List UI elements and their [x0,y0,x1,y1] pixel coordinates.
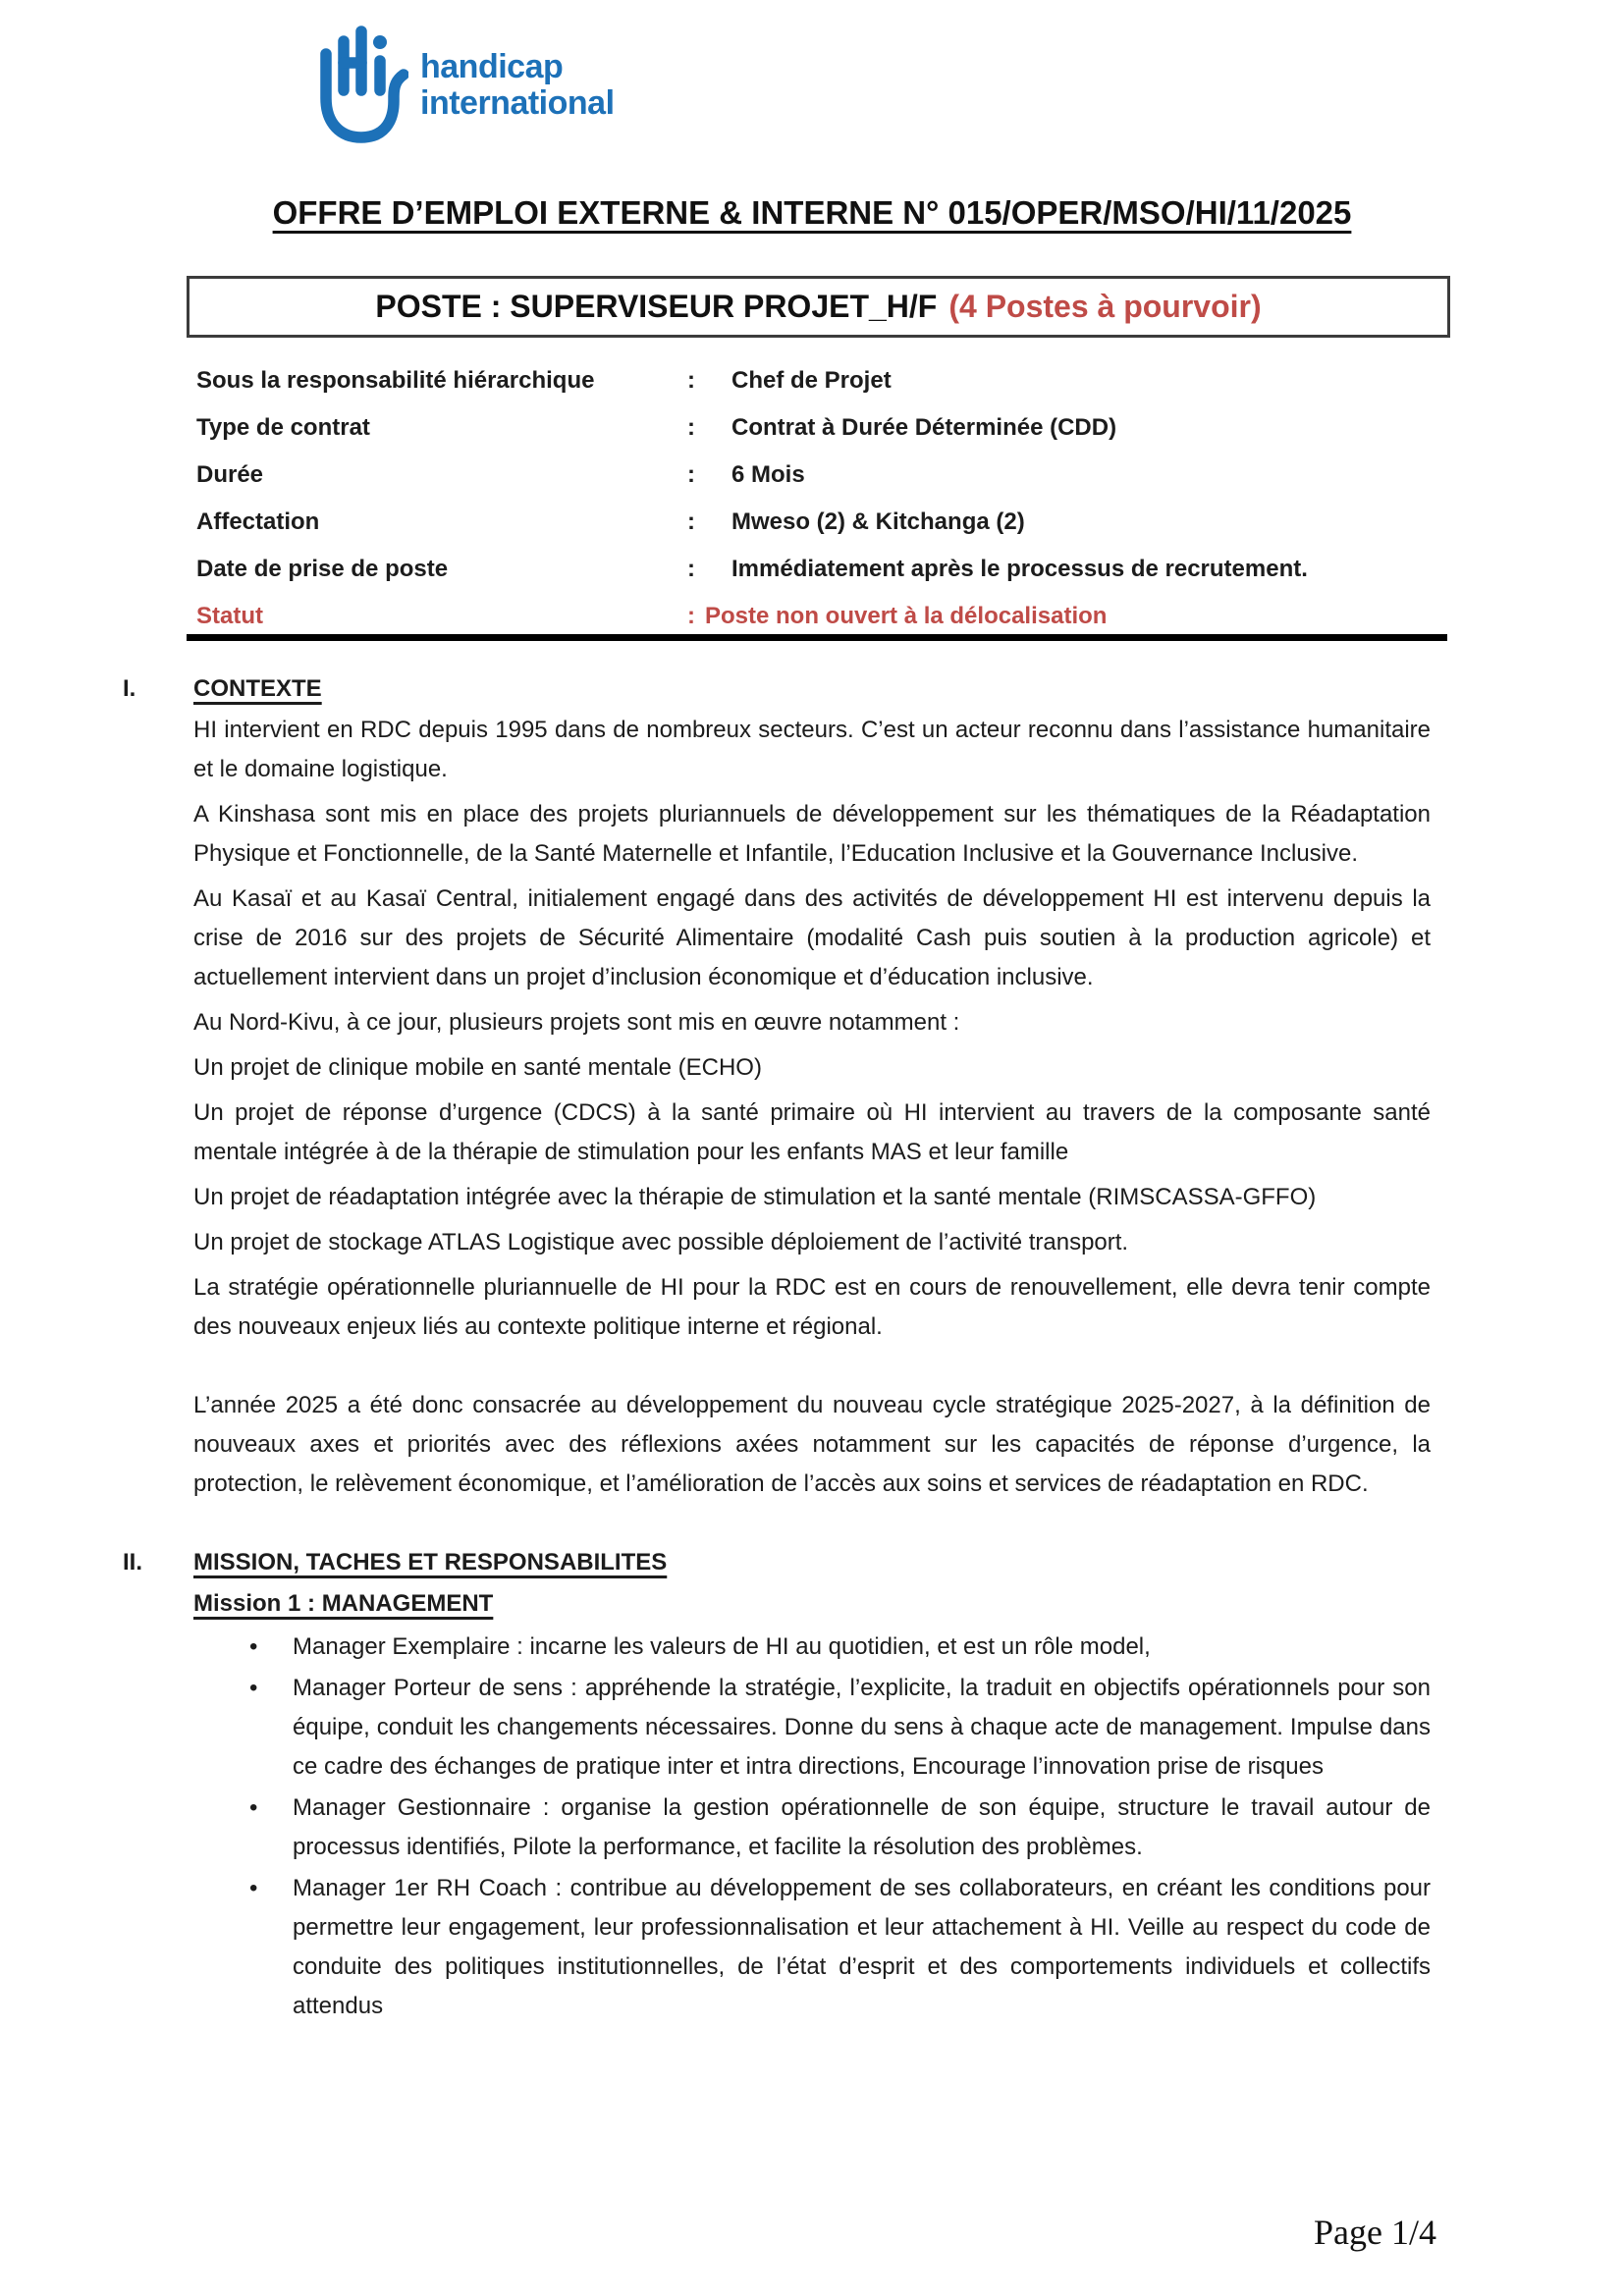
detail-row-duration [196,452,1447,499]
hi-hand-logo-icon [316,26,408,149]
detail-label: Affectation [196,508,320,535]
section-divider-rule [187,634,1447,641]
context-paragraph: Au Nord-Kivu, à ce jour, plusieurs projets sont mis en œuvre notamment : [193,1009,960,1036]
hi-logo [316,26,615,149]
brand-line-2: international [420,84,615,122]
section-number: II. [123,1549,143,1575]
mission1-title: Mission 1 : MANAGEMENT [193,1590,494,1617]
paragraph-spacer [193,1353,1431,1386]
detail-row-status [196,593,1447,640]
section-heading-mission [123,1543,1431,1582]
detail-separator: : [687,603,695,629]
detail-row-hierarchy [196,357,1447,404]
mission1-bullet: • Manager Gestionnaire : organise la gestion opérationnelle de son équipe, structure le travail autour de processus identifiés, Pilote la performance, et facilite la résolution des problèmes. [193,1789,1431,1867]
detail-separator: : [687,556,695,582]
detail-row-contract-type [196,404,1447,452]
poste-vacancies: (4 Postes à pourvoir) [948,289,1262,324]
detail-separator: : [687,367,695,394]
section-title: CONTEXTE [193,675,322,702]
detail-value: Immédiatement après le processus de recrutement. [731,556,1308,582]
detail-value: Mweso (2) & Kitchanga (2) [731,508,1025,535]
poste-box [187,276,1450,338]
detail-row-start-date [196,546,1447,593]
poste-title: POSTE : SUPERVISEUR PROJET_H/F [375,289,938,324]
paragraph-spacer [193,1510,1431,1543]
detail-row-location [196,499,1447,546]
context-paragraph: A Kinshasa sont mis en place des projets pluriannuels de développement sur les thématiques de la Réadaptation Physique et Fonctionnelle, de la Santé Maternelle et Infantile, l’Education Inclusive et la Gouvernance Inclusive. [193,801,1431,867]
project-line: Un projet de réponse d’urgence (CDCS) à la santé primaire où HI intervient au travers de la composante santé mentale intégrée à de la thérapie de stimulation pour les enfants MAS et leur famille [193,1099,1431,1165]
detail-label: Durée [196,461,264,488]
detail-separator: : [687,508,695,535]
mission1-bullet-list [193,1628,1431,2026]
job-details-table [196,357,1447,640]
brand-wordmark [420,26,615,122]
detail-separator: : [687,414,695,441]
context-paragraph: Au Kasaï et au Kasaï Central, initialement engagé dans des activités de développement HI est intervenu depuis la crise de 2016 sur des projets de Sécurité Alimentaire (modalité Cash puis soutien à la production agricole) et actuellement intervient dans un projet d’inclusion économique et d’éducation inclusive. [193,885,1431,990]
document-title [196,194,1428,232]
detail-label: Sous la responsabilité hiérarchique [196,367,595,394]
context-paragraph: L’année 2025 a été donc consacrée au développement du nouveau cycle stratégique 2025-2027, à la définition de nouveaux axes et priorités avec des réflexions axées notamment sur les capacités de réponse d’urgence, la protection, le relèvement économique, et l’amélioration de l’accès aux soins et services de réadaptation en RDC. [193,1392,1431,1497]
detail-value: Poste non ouvert à la délocalisation [705,603,1108,629]
detail-label: Date de prise de poste [196,556,449,582]
mission1-bullet: • Manager 1er RH Coach : contribue au développement de ses collaborateurs, en créant les conditions pour permettre leur engagement, leur professionnalisation et leur attachement à HI. Veille au respect du code de conduite des politiques institutionnelles, de l’état d’esprit et des comportements individuels et collectifs attendus [193,1869,1431,2026]
mission1-bullet: • Manager Exemplaire : incarne les valeurs de HI au quotidien, et est un rôle model, [193,1628,1431,1667]
document-title-text: OFFRE D’EMPLOI EXTERNE & INTERNE N° 015/OPER/MSO/HI/11/2025 [272,194,1352,231]
context-paragraph: La stratégie opérationnelle pluriannuelle de HI pour la RDC est en cours de renouvellement, elle devra tenir compte des nouveaux enjeux liés au contexte politique interne et régional. [193,1274,1431,1340]
project-line: Un projet de clinique mobile en santé mentale (ECHO) [193,1054,762,1081]
detail-value: Chef de Projet [731,367,892,394]
detail-label: Type de contrat [196,414,370,441]
section-heading-contexte [123,669,1431,709]
document-body [123,669,1431,2028]
detail-value: Contrat à Durée Déterminée (CDD) [731,414,1117,441]
mission1-heading [193,1584,1431,1624]
detail-separator: : [687,461,695,488]
brand-line-1: handicap [420,48,564,85]
project-line: Un projet de réadaptation intégrée avec la thérapie de stimulation et la santé mentale (RIMSCASSA-GFFO) [193,1184,1317,1210]
detail-label: Statut [196,603,263,629]
project-line: Un projet de stockage ATLAS Logistique avec possible déploiement de l’activité transport. [193,1229,1129,1255]
section-title: MISSION, TACHES ET RESPONSABILITES [193,1549,668,1575]
context-paragraph: HI intervient en RDC depuis 1995 dans de nombreux secteurs. C’est un acteur reconnu dans l’assistance humanitaire et le domaine logistique. [193,717,1431,782]
mission1-bullet: • Manager Porteur de sens : appréhende la stratégie, l’explicite, la traduit en objectifs opérationnels pour son équipe, conduit les changements nécessaires. Donne du sens à chaque acte de management. Impulse dans ce cadre des échanges de pratique inter et intra directions, Encourage l’innovation prise de risques [193,1669,1431,1787]
page-number: Page 1/4 [1314,2213,1436,2252]
section-number: I. [123,675,136,702]
detail-value: 6 Mois [731,461,805,488]
